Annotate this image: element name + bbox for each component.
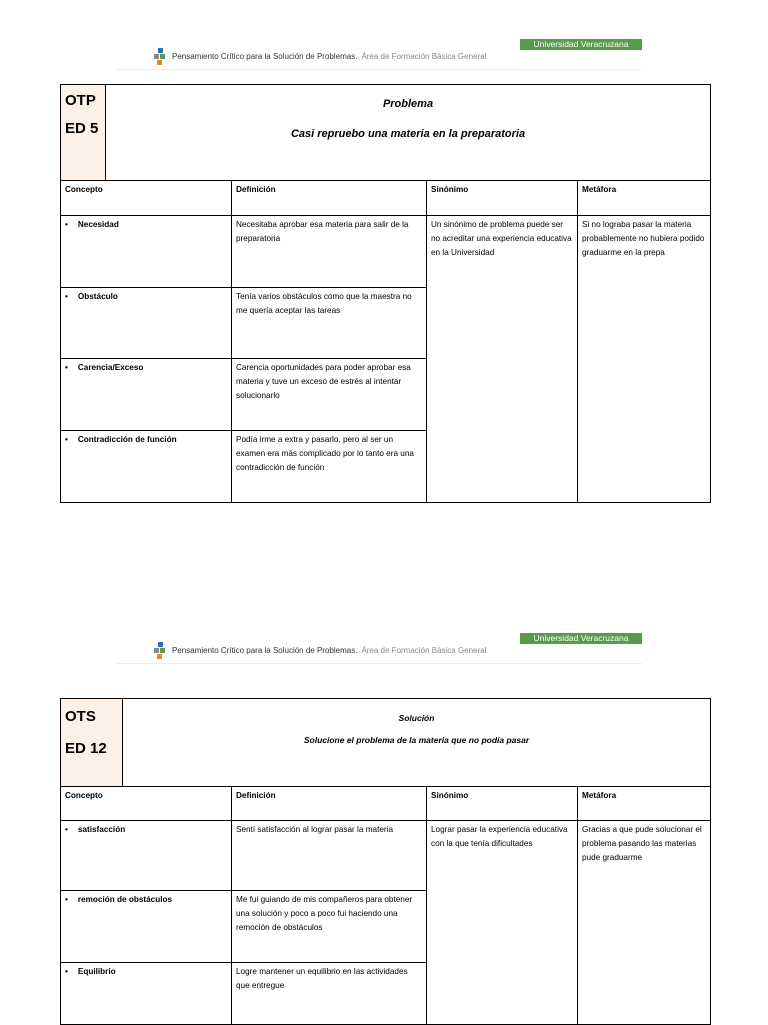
code-line-1: OTP: [65, 92, 96, 109]
solution-heading: Solución: [398, 713, 435, 723]
code-line-2: ED 5: [65, 120, 99, 137]
header-banner: [116, 38, 642, 70]
concept-label: • Carencia/Exceso: [65, 363, 143, 372]
concept-cell: [61, 288, 232, 359]
problem-subheading: Casi repruebo una materia en la preparatoria: [290, 128, 526, 140]
university-badge: Universidad Veracruzana: [520, 633, 642, 644]
concept-cell: [61, 891, 232, 963]
concept-label: • Contradicción de función: [65, 435, 177, 444]
concept-cell: [61, 963, 232, 1025]
banner-area: Área de Formación Básica General: [361, 52, 487, 61]
definition-cell: Tenía varios obstáculos como que la maestra no me quería aceptar las tareas: [232, 288, 427, 359]
problem-table: [60, 84, 711, 503]
header-definicion: Definición: [232, 787, 427, 821]
definition-cell: Carencia oportunidades para poder aprobar esa materia y tuve un exceso de estrés al intentar solucionarlo: [232, 359, 427, 431]
code-line-1: OTS: [65, 708, 96, 725]
code-line-2: ED 12: [65, 740, 107, 757]
synonym-cell: Un sinónimo de problema puede ser no acreditar una experiencia educativa en la Universidad: [427, 216, 578, 503]
header-definicion: Definición: [232, 181, 427, 216]
definition-cell: Logre mantener un equilibrio en las actividades que entregue: [232, 963, 427, 1025]
problem-cell: [106, 85, 711, 181]
header-concepto: Concepto: [61, 181, 232, 216]
solution-subheading: Solucione el problema de la materia que no podía pasar: [303, 735, 530, 745]
concept-cell: [61, 431, 232, 503]
header-sinonimo: Sinónimo: [427, 787, 578, 821]
concept-label: • satisfacción: [65, 825, 125, 834]
banner-area: Área de Formación Básica General: [361, 646, 487, 655]
code-cell: [61, 699, 123, 787]
solution-cell: [123, 699, 711, 787]
banner-divider: [116, 663, 642, 664]
header-concepto: Concepto: [61, 787, 232, 821]
logo-icon: [154, 48, 168, 68]
header-metafora: Metáfora: [578, 181, 711, 216]
header-banner: [116, 632, 642, 664]
banner-divider: [116, 69, 642, 70]
problem-heading: Problema: [382, 98, 434, 110]
code-cell: [61, 85, 106, 181]
definition-cell: Podía irme a extra y pasarlo, pero al ser un examen era más complicado por lo tanto era una contradicción de función: [232, 431, 427, 503]
banner-title: Pensamiento Crítico para la Solución de Problemas.: [172, 52, 358, 61]
banner-text: [172, 52, 486, 61]
concept-label: • Obstáculo: [65, 292, 118, 301]
concept-label: • Equilibrio: [65, 967, 116, 976]
concept-cell: [61, 359, 232, 431]
logo-icon: [154, 642, 168, 662]
banner-text: [172, 646, 486, 655]
solution-table: [60, 698, 711, 1025]
definition-cell: Sentí satisfacción al lograr pasar la materia: [232, 821, 427, 891]
synonym-cell: Lograr pasar la experiencia educativa con la que tenía dificultades: [427, 821, 578, 1025]
metaphor-cell: Si no lograba pasar la materia probablemente no hubiera podido graduarme en la prepa: [578, 216, 711, 503]
concept-cell: [61, 821, 232, 891]
concept-cell: [61, 216, 232, 288]
concept-label: • Necesidad: [65, 220, 119, 229]
header-metafora: Metáfora: [578, 787, 711, 821]
university-badge: Universidad Veracruzana: [520, 39, 642, 50]
concept-label: • remoción de obstáculos: [65, 895, 172, 904]
definition-cell: Necesitaba aprobar esa materia para salir de la preparatoria: [232, 216, 427, 288]
header-sinonimo: Sinónimo: [427, 181, 578, 216]
metaphor-cell: Gracias a que pude solucionar el problema pasando las materias pude graduarme: [578, 821, 711, 1025]
definition-cell: Me fui guiando de mis compañeros para obtener una solución y poco a poco fui haciendo una remoción de obstáculos: [232, 891, 427, 963]
banner-title: Pensamiento Crítico para la Solución de Problemas.: [172, 646, 358, 655]
